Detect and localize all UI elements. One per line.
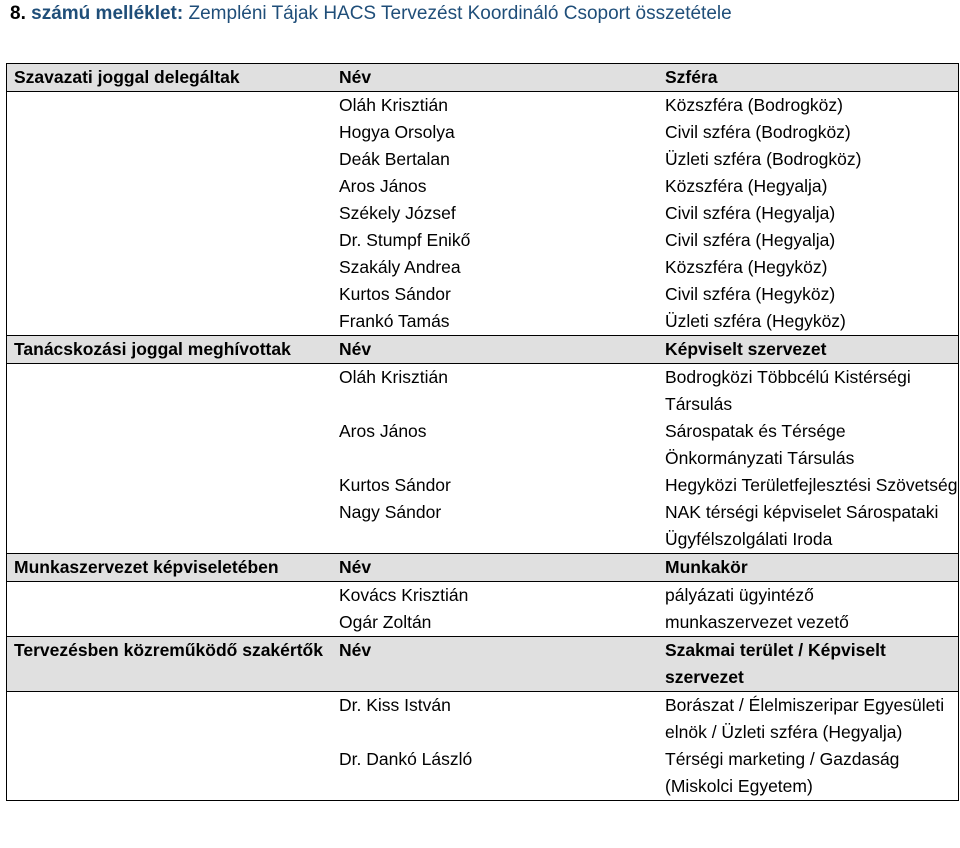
member-name: Aros János bbox=[339, 421, 427, 441]
annex-number: 8. bbox=[10, 3, 26, 24]
section-header-voting bbox=[7, 64, 959, 92]
member-organization: Hegyközi Területfejlesztési Szövetség bbox=[665, 475, 958, 495]
table-row bbox=[7, 281, 959, 308]
member-organization: Bodrogközi Többcélú Kistérségi Társulás bbox=[665, 367, 911, 414]
column-header-name: Név bbox=[331, 554, 657, 582]
section-title: Munkaszervezet képviseletében bbox=[7, 554, 332, 582]
member-name: Aros János bbox=[339, 176, 427, 196]
member-name: Dr. Stumpf Enikő bbox=[339, 230, 471, 250]
section-title: Szavazati joggal delegáltak bbox=[7, 64, 332, 92]
member-organization: NAK térségi képviselet Sárospataki Ügyfélszolgálati Iroda bbox=[665, 502, 939, 549]
section-title: Tanácskozási joggal meghívottak bbox=[7, 336, 332, 364]
member-name: Kovács Krisztián bbox=[339, 585, 469, 605]
member-name: Frankó Tamás bbox=[339, 311, 450, 331]
table-row bbox=[7, 746, 959, 801]
column-header-name: Név bbox=[331, 64, 657, 92]
table-row bbox=[7, 200, 959, 227]
section-title: Tervezésben közreműködő szakértők bbox=[7, 637, 332, 692]
column-header-field: Szakmai terület / Képviselt szervezet bbox=[657, 637, 959, 692]
column-header-sphere: Szféra bbox=[657, 64, 959, 92]
member-sphere: Üzleti szféra (Bodrogköz) bbox=[665, 149, 862, 169]
member-name: Szakály Andrea bbox=[339, 257, 461, 277]
table-row bbox=[7, 254, 959, 281]
member-name: Ogár Zoltán bbox=[339, 612, 432, 632]
member-field: Borászat / Élelmiszeripar Egyesületi elnök / Üzleti szféra (Hegyalja) bbox=[665, 695, 945, 742]
table-row bbox=[7, 609, 959, 637]
table-row bbox=[7, 146, 959, 173]
member-sphere: Közszféra (Bodrogköz) bbox=[665, 95, 843, 115]
table-row bbox=[7, 227, 959, 254]
table-row bbox=[7, 119, 959, 146]
table-row bbox=[7, 692, 959, 747]
annex-title: Zempléni Tájak HACS Tervezést Koordináló Csoport összetétele bbox=[188, 3, 732, 24]
member-name: Kurtos Sándor bbox=[339, 475, 451, 495]
member-sphere: Közszféra (Hegyalja) bbox=[665, 176, 828, 196]
annex-label: számú melléklet: bbox=[31, 3, 184, 24]
section-header-consultative bbox=[7, 336, 959, 364]
member-name: Székely József bbox=[339, 203, 456, 223]
member-name: Dr. Kiss István bbox=[339, 695, 451, 715]
member-name: Oláh Krisztián bbox=[339, 367, 448, 387]
member-position: munkaszervezet vezető bbox=[665, 612, 849, 632]
member-name: Hogya Orsolya bbox=[339, 122, 455, 142]
member-name: Dr. Dankó László bbox=[339, 749, 473, 769]
composition-table bbox=[6, 63, 959, 801]
member-sphere: Civil szféra (Bodrogköz) bbox=[665, 122, 851, 142]
member-name: Deák Bertalan bbox=[339, 149, 450, 169]
member-name: Oláh Krisztián bbox=[339, 95, 448, 115]
member-name: Nagy Sándor bbox=[339, 502, 442, 522]
column-header-organization: Képviselt szervezet bbox=[657, 336, 959, 364]
member-position: pályázati ügyintéző bbox=[665, 585, 814, 605]
column-header-name: Név bbox=[331, 637, 657, 692]
table-row bbox=[7, 308, 959, 336]
member-organization: Sárospatak és Térsége Önkormányzati Társulás bbox=[665, 421, 855, 468]
document-heading bbox=[10, 2, 732, 26]
column-header-position: Munkakör bbox=[657, 554, 959, 582]
table-row bbox=[7, 364, 959, 419]
member-sphere: Civil szféra (Hegyköz) bbox=[665, 284, 836, 304]
table-row bbox=[7, 499, 959, 554]
member-field: Térségi marketing / Gazdaság (Miskolci Egyetem) bbox=[665, 749, 900, 796]
member-sphere: Üzleti szféra (Hegyköz) bbox=[665, 311, 846, 331]
member-sphere: Közszféra (Hegyköz) bbox=[665, 257, 828, 277]
table-row bbox=[7, 173, 959, 200]
section-header-work-organization bbox=[7, 554, 959, 582]
table-row bbox=[7, 472, 959, 499]
table-row bbox=[7, 582, 959, 610]
member-sphere: Civil szféra (Hegyalja) bbox=[665, 203, 836, 223]
section-header-experts bbox=[7, 637, 959, 692]
member-name: Kurtos Sándor bbox=[339, 284, 451, 304]
table-row bbox=[7, 418, 959, 472]
member-sphere: Civil szféra (Hegyalja) bbox=[665, 230, 836, 250]
column-header-name: Név bbox=[331, 336, 657, 364]
table-row bbox=[7, 92, 959, 120]
